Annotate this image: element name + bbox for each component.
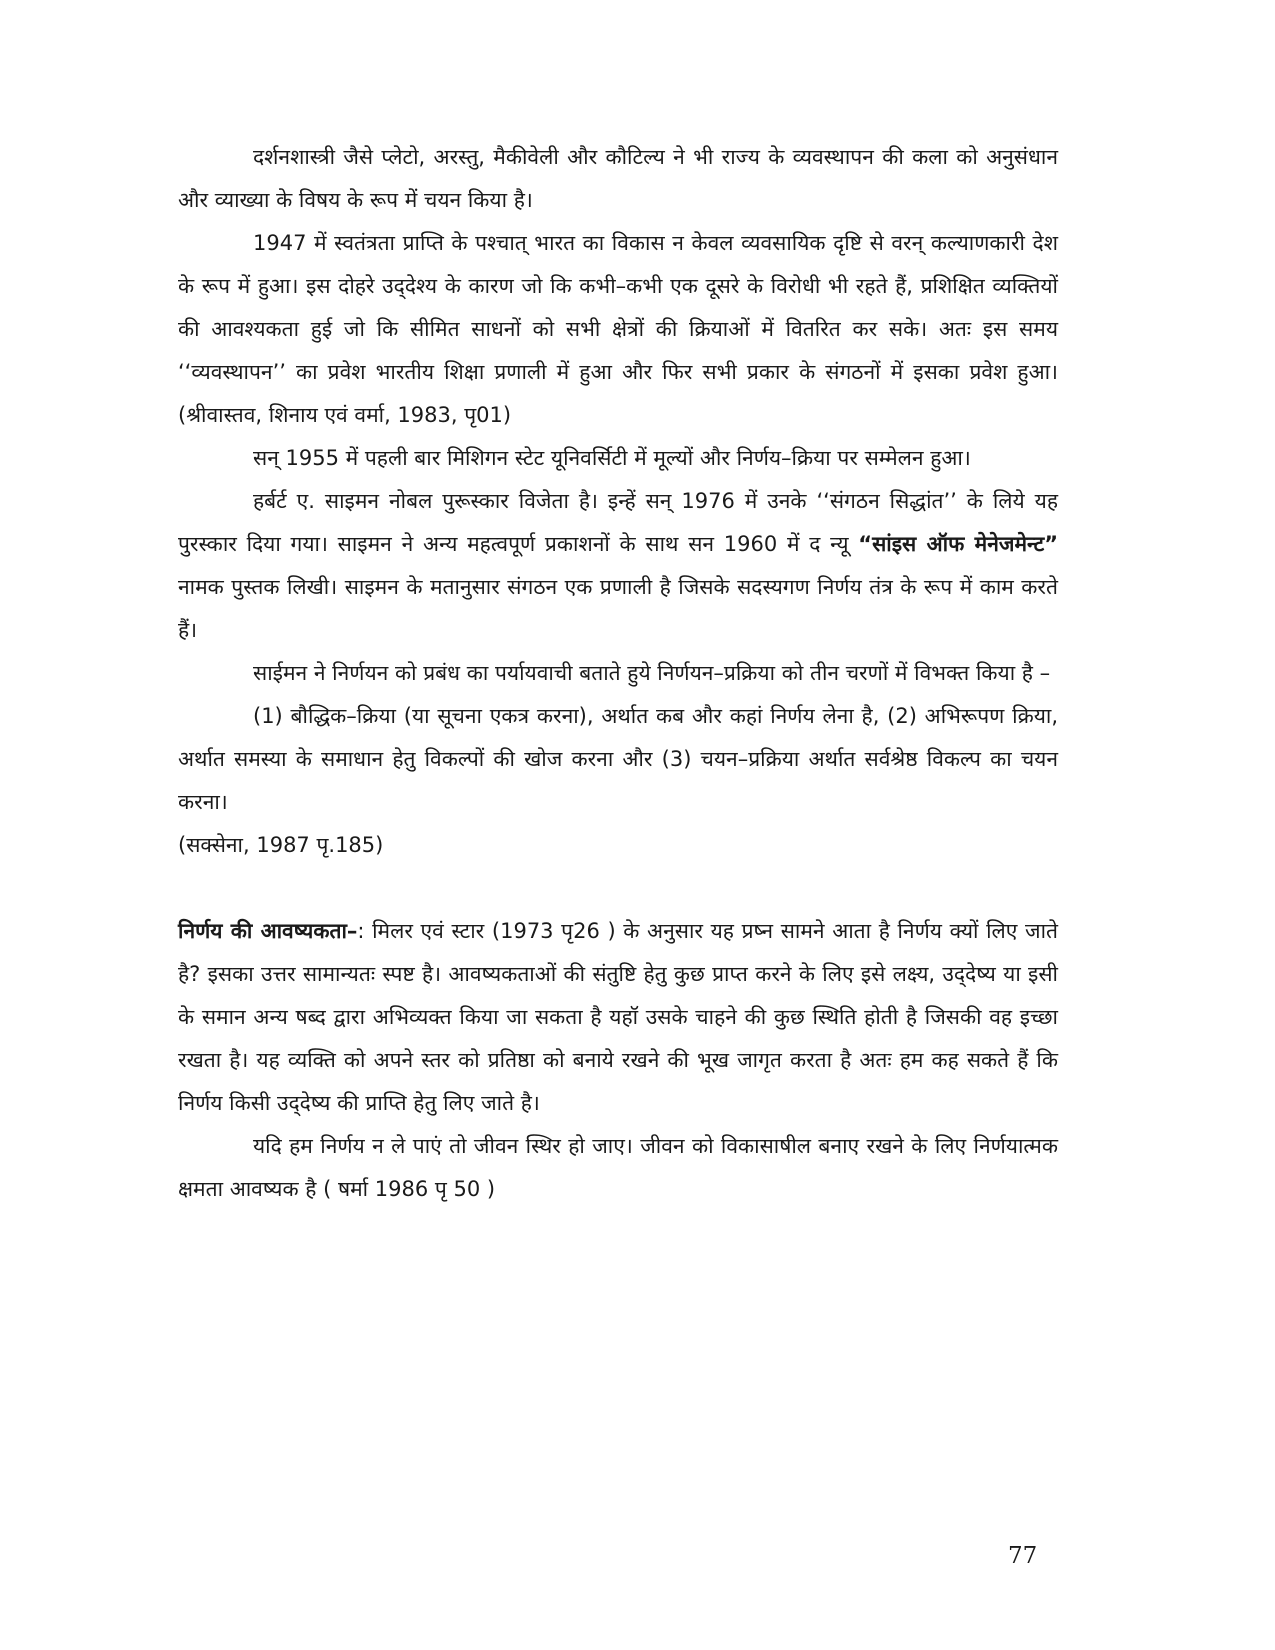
document-body: [178, 136, 1058, 1211]
need-for-decision-text: : मिलर एवं स्टार (1973 पृ26 ) के अनुसार यह प्रष्न सामने आता है निर्णय क्यों लिए जाते है? इसका उत्तर सामान्यतः स्पष्ट है। आवष्यकताओं की संतुष्टि हेतु कुछ प्राप्त करने के लिए इसे लक्ष्य, उद्‌देष्य या इसी के समान अन्य षब्द द्वारा अभिव्यक्त किया जा सकता है यहॉ उसके चाहने की कुछ स्थिति होती है जिसकी वह इच्छा रखता है। यह व्यक्ति को अपने स्तर को प्रतिष्ठा को बनाये रखने की भूख जागृत करता है अतः हम कह सकते हैं कि निर्णय किसी उद्‌देष्य की प्राप्ति हेतु लिए जाते है।: [178, 919, 1058, 1115]
page-number: 77: [1008, 1543, 1038, 1569]
section-heading: निर्णय की आवष्यकता–: [178, 919, 358, 943]
book-title: “सांइस ऑफ मेनेजमेन्ट”: [858, 532, 1058, 556]
paragraph-decision-ability: यदि हम निर्णय न ले पाएं तो जीवन स्थिर हो जाए। जीवन को विकासाषील बनाए रखने के लिए निर्णयात्मक क्षमता आवष्यक है ( षर्मा 1986 पृ 50 ): [178, 1134, 1058, 1201]
paragraph-decision-stages: साईमन ने निर्णयन को प्रबंध का पर्यायवाची बताते हुये निर्णयन–प्रक्रिया को तीन चरणों में विभक्त किया है –: [253, 661, 1051, 685]
paragraph-michigan-conference: सन् 1955 में पहली बार मिशिगन स्टेट यूनिवर्सिटी में मूल्यों और निर्णय–क्रिया पर सम्मेलन हुआ।: [253, 446, 971, 470]
paragraph-stage-list: (1) बौद्धिक–क्रिया (या सूचना एकत्र करना), अर्थात कब और कहां निर्णय लेना है, (2) अभिरूपण क्रिया, अर्थात समस्या के समाधान हेतु विकल्पों की खोज करना और (3) चयन–प्रक्रिया अर्थात सर्वश्रेष्ठ विकल्प का चयन करना।: [178, 704, 1058, 814]
paragraph-need-for-decision: [178, 910, 1058, 1125]
citation-saxena: (सक्सेना, 1987 पृ.185): [178, 833, 384, 857]
paragraph-philosophers: दर्शनशास्त्री जैसे प्लेटो, अरस्तु, मैकीवेली और कौटिल्य ने भी राज्य के व्यवस्थापन की कला को अनुसंधान और व्याख्या के विषय के रूप में चयन किया है।: [178, 145, 1058, 212]
paragraph-independence: 1947 में स्वतंत्रता प्राप्ति के पश्चात् भारत का विकास न केवल व्यवसायिक दृष्टि से वरन् कल्याणकारी देश के रूप में हुआ। इस दोहरे उद्‌देश्य के कारण जो कि कभी–कभी एक दूसरे के विरोधी भी रहते हैं, प्रशिक्षित व्यक्तियों की आवश्यकता हुई जो कि सीमित साधनों को सभी क्षेत्रों की क्रियाओं में वितरित कर सके। अतः इस समय ‘‘व्यवस्थापन’’ का प्रवेश भारतीय शिक्षा प्रणाली में हुआ और फिर सभी प्रकार के संगठनों में इसका प्रवेश हुआ। (श्रीवास्तव, शिनाय एवं वर्मा, 1983, पृ01): [178, 231, 1058, 427]
paragraph-herbert-simon: [178, 480, 1058, 652]
simon-text-before: हर्बर्ट ए. साइमन नोबल पुरूस्कार विजेता है। इन्हें सन् 1976 में उनके ‘‘संगठन सिद्धांत’’ के लिये यह पुरस्कार दिया गया। साइमन ने अन्य महत्वपूर्ण प्रकाशनों के साथ सन 1960 में द न्यू: [178, 489, 1058, 556]
simon-text-after: नामक पुस्तक लिखी। साइमन के मतानुसार संगठन एक प्रणाली है जिसके सदस्यगण निर्णय तंत्र के रूप में काम करते हैं।: [178, 575, 1058, 642]
